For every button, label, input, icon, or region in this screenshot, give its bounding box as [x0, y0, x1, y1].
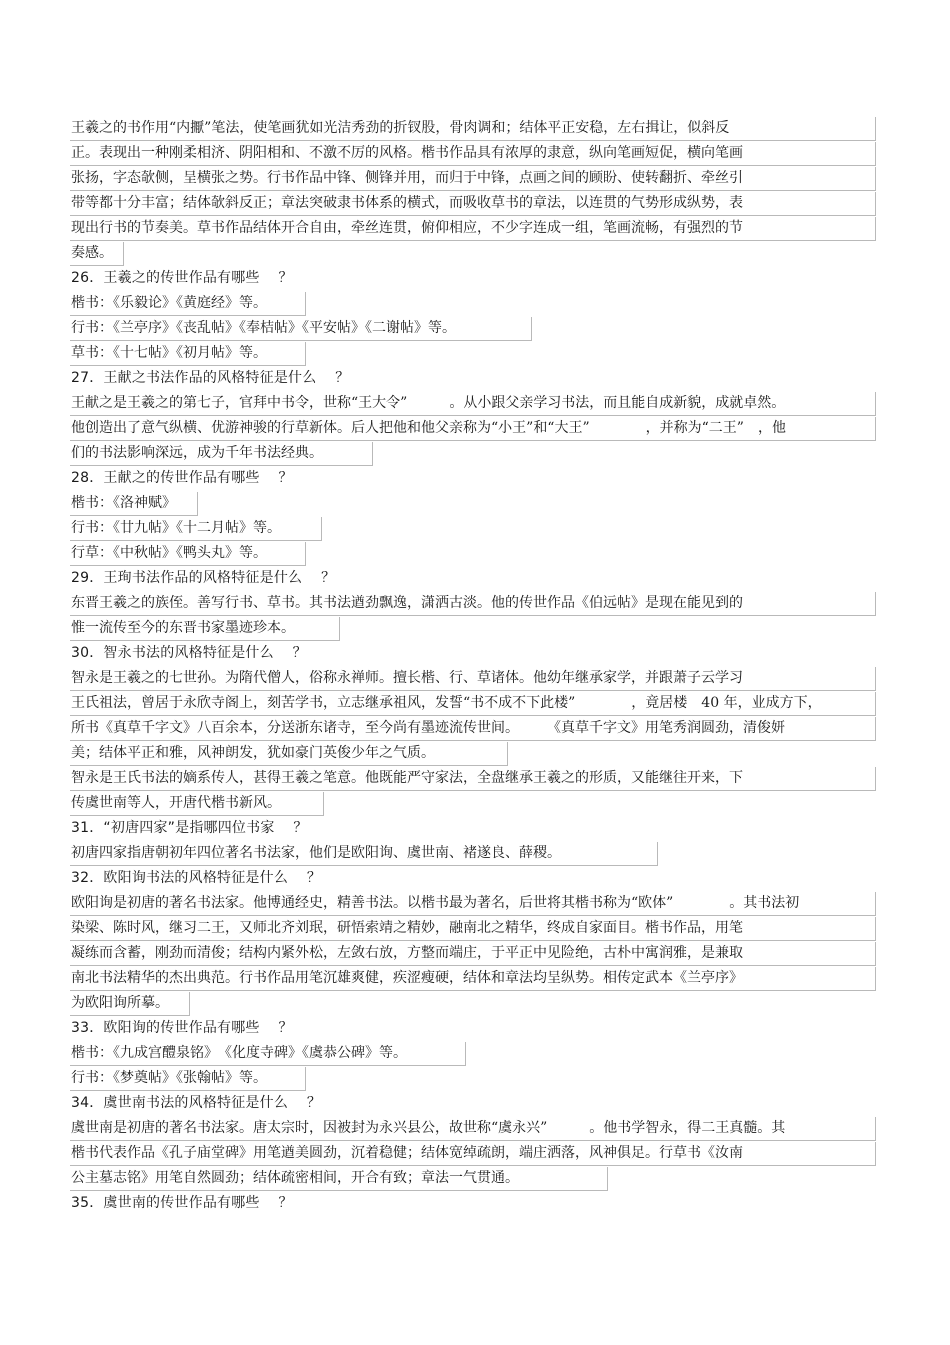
text-line: 行草：《中秋帖》《鸭头丸》等。 [70, 542, 306, 566]
text-line: 惟一流传至今的东晋书家墨迹珍本。 [70, 617, 340, 641]
text-line: 王羲之的书作用“内擫”笔法，使笔画犹如光洁秀劲的折钗股，骨肉调和；结体平正安稳，左右揖让，似斜反 [70, 117, 876, 141]
text-line: 传虞世南等人，开唐代楷书新风。 [70, 792, 324, 816]
question-heading: 33．欧阳询的传世作品有哪些 ？ [71, 1020, 293, 1036]
question-heading: 30．智永书法的风格特征是什么 ？ [71, 645, 307, 661]
question-heading: 35．虞世南的传世作品有哪些 ？ [71, 1195, 293, 1211]
question-heading: 31．“初唐四家”是指哪四位书家 ？ [71, 820, 308, 836]
text-line: 楷书：《洛神赋》 [70, 492, 198, 516]
text-line: 为欧阳询所摹。 [70, 992, 190, 1016]
text-line: 楷书代表作品《孔子庙堂碑》用笔遒美圆劲，沉着稳健；结体宽绰疏朗，端庄洒落，风神俱足。行草书《汝南 [70, 1142, 876, 1166]
text-line: 智永是王氏书法的嫡系传人，甚得王羲之笔意。他既能严守家法，全盘继承王羲之的形质，又能继往开来，下 [70, 767, 876, 791]
text-line: 张扬，字态欹侧，呈横张之势。行书作品中锋、侧锋并用，而归于中锋，点画之间的顾盼、使转翻折、牵丝引 [70, 167, 876, 191]
text-line: 欧阳询是初唐的著名书法家。他博通经史，精善书法。以楷书最为著名，后世将其楷书称为“欧体” 。其书法初 [70, 892, 876, 916]
text-line: 美；结体平正和雅，风神朗发，犹如豪门英俊少年之气质。 [70, 742, 508, 766]
text-line: 虞世南是初唐的著名书法家。唐太宗时，因被封为永兴县公，故世称“虞永兴” 。他书学智永，得二王真髓。其 [70, 1117, 876, 1141]
question-heading: 28．王献之的传世作品有哪些 ？ [71, 470, 293, 486]
text-line: 王献之是王羲之的第七子，官拜中书令，世称“王大令” 。从小跟父亲学习书法，而且能自成新貌，成就卓然。 [70, 392, 876, 416]
text-line: 草书：《十七帖》《初月帖》等。 [70, 342, 306, 366]
text-line: 楷书：《九成宫醴泉铭》 《化度寺碑》《虞恭公碑》等。 [70, 1042, 466, 1066]
question-heading: 26．王羲之的传世作品有哪些 ？ [71, 270, 293, 286]
text-line: 行书：《兰亭序》《丧乱帖》《奉桔帖》《平安帖》《二谢帖》等。 [70, 317, 532, 341]
question-heading: 32．欧阳询书法的风格特征是什么 ？ [71, 870, 322, 886]
text-line: 们的书法影响深远，成为千年书法经典。 [70, 442, 373, 466]
text-line: 现出行书的节奏美。草书作品结体开合自由，牵丝连贯，俯仰相应，不少字连成一组，笔画流畅，有强烈的节 [70, 217, 876, 241]
question-heading: 29．王珣书法作品的风格特征是什么 ？ [71, 570, 336, 586]
text-line: 行书：《梦奠帖》《张翰帖》等。 [70, 1067, 306, 1091]
text-line: 智永是王羲之的七世孙。为隋代僧人，俗称永禅师。擅长楷、行、草诸体。他幼年继承家学，并跟萧子云学习 [70, 667, 876, 691]
text-line: 奏感。 [70, 242, 124, 266]
text-line: 凝练而含蓄，刚劲而清俊；结构内紧外松，左敛右放，方整而端庄，于平正中见险绝，古朴中寓润雅，是兼取 [70, 942, 876, 966]
text-line: 所书《真草千字文》八百余本，分送浙东诸寺，至今尚有墨迹流传世间。 《真草千字文》用笔秀润圆劲，清俊妍 [70, 717, 876, 741]
question-heading: 27．王献之书法作品的风格特征是什么 ？ [71, 370, 350, 386]
text-line: 他创造出了意气纵横、优游神骏的行草新体。后人把他和他父亲称为“小王”和“大王” ，并称为“二王” ，他 [70, 417, 876, 441]
text-line: 王氏祖法，曾居于永欣寺阁上，刻苦学书，立志继承祖风，发誓“书不成不下此楼” ，竟居楼 40 年，业成方下， [70, 692, 876, 716]
text-line: 带等都十分丰富；结体欹斜反正；章法突破隶书体系的横式，而吸收草书的章法，以连贯的气势形成纵势，表 [70, 192, 876, 216]
text-line: 正。表现出一种刚柔相济、阴阳相和、不激不厉的风格。楷书作品具有浓厚的隶意，纵向笔画短促，横向笔画 [70, 142, 876, 166]
text-line: 楷书：《乐毅论》《黄庭经》等。 [70, 292, 306, 316]
text-line: 南北书法精华的杰出典范。行书作品用笔沉雄爽健，疾涩瘦硬，结体和章法均呈纵势。相传定武本《兰亭序》 [70, 967, 876, 991]
text-line: 东晋王羲之的族侄。善写行书、草书。其书法遒劲飘逸，潇洒古淡。他的传世作品《伯远帖》是现在能见到的 [70, 592, 876, 616]
text-line: 初唐四家指唐朝初年四位著名书法家，他们是欧阳询、虞世南、褚遂良、薛稷。 [70, 842, 658, 866]
text-line: 染梁、陈时风，继习二王，又师北齐刘珉，研悟索靖之精妙，融南北之精华，终成自家面目。楷书作品，用笔 [70, 917, 876, 941]
question-heading: 34．虞世南书法的风格特征是什么 ？ [71, 1095, 322, 1111]
text-line: 公主墓志铭》用笔自然圆劲；结体疏密相间，开合有致；章法一气贯通。 [70, 1167, 608, 1191]
text-line: 行书：《廿九帖》《十二月帖》等。 [70, 517, 322, 541]
